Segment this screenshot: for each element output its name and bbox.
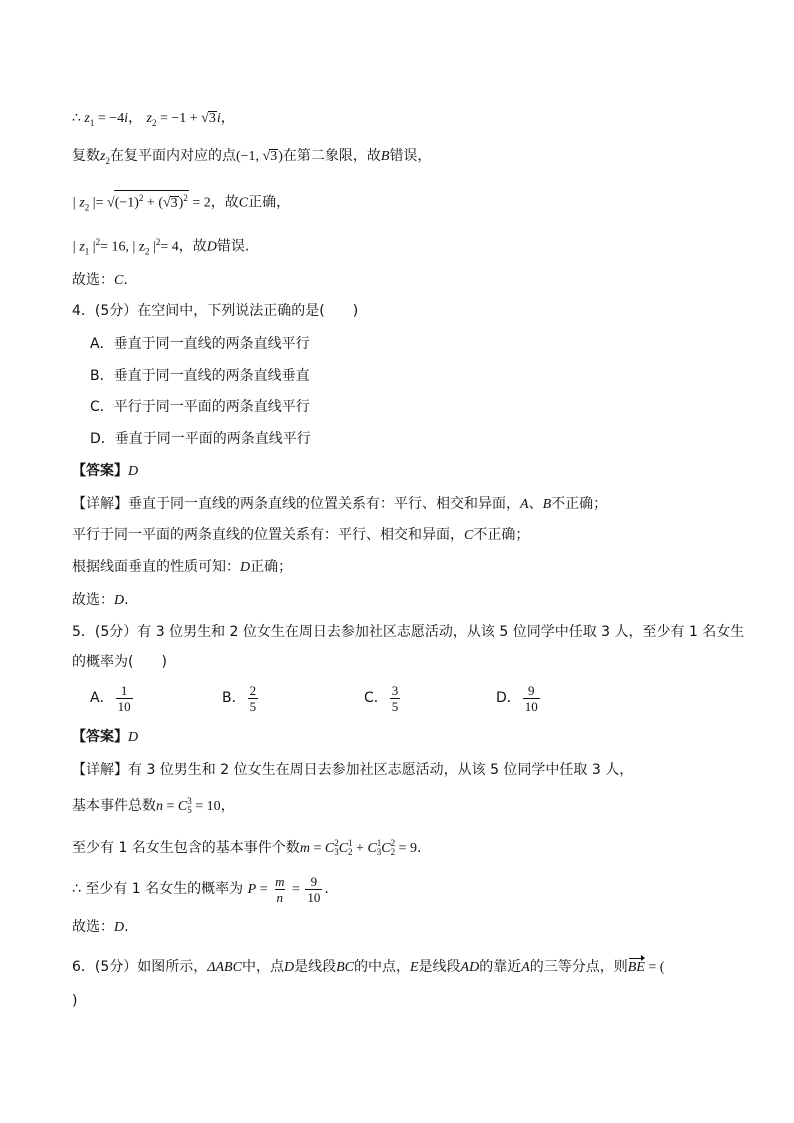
q4-option-d: D．垂直于同一平面的两条直线平行 xyxy=(90,431,311,447)
q4-detail-2: 平行于同一平面的两条直线的位置关系有：平行、相交和异面，C不正确； xyxy=(72,527,530,543)
q4-option-c: C．平行于同一平面的两条直线平行 xyxy=(90,399,310,415)
z2-quadrant-line: 复数$z_2$在复平面内对应的点(−1, √3)在第二象限，故B错误， xyxy=(72,148,432,166)
q5-detail-2: 基本事件总数n = C 3 5 = 10， xyxy=(72,796,235,815)
q4-detail-3: 根据线面垂直的性质可知：D正确； xyxy=(72,559,293,575)
q5-option-a: A． $\frac{1}{10}$ xyxy=(90,682,131,714)
q5-final-choice: 故选：D. xyxy=(72,919,129,935)
q5-detail-1: 【详解】有 3 位男生和 2 位女生在周日去参加社区志愿活动，从该 5 位同学中任取 3 人， xyxy=(72,762,634,778)
q4-final-choice: 故选：D. xyxy=(72,592,129,608)
q5-detail-3: 至少有 1 名女生包含的基本事件个数m = C 2 3 C 1 2 + C 1 3 C 2 2 = 9. xyxy=(72,838,422,857)
q5-option-b: B． $\frac{2}{5}$ xyxy=(222,682,257,714)
modulus-squares-line: | $z_1$ $|^2= 16$, | $z_2$ $|^2= 4$，故D错误. xyxy=(72,237,250,257)
q4-stem: 4．(5分）在空间中，下列说法正确的是( ) xyxy=(72,303,359,319)
q4-option-b: B．垂直于同一直线的两条直线垂直 xyxy=(90,368,310,384)
q6-stem: 6．(5分）如图所示，ΔABC中，点D是线段BC的中点，E是线段AD的靠近A的三等分点，则BE = ( xyxy=(72,957,664,978)
q6-stem-continuation: ) xyxy=(72,993,78,1009)
q4-answer: 【答案】D xyxy=(72,463,139,479)
modulus-z2-line: | $z_2$ |= $√(-1)^2 + (√3)^2 = 2$，故C正确， xyxy=(72,190,290,217)
q5-stem-1: 5．(5分）有 3 位男生和 2 位女生在周日去参加社区志愿活动，从该 5 位同学中任取 3 人，至少有 1 名女生 xyxy=(72,624,745,640)
q5-option-c: C． $\frac{3}{5}$ xyxy=(364,682,399,714)
q5-answer: 【答案】D xyxy=(72,729,139,745)
q4-option-a: A．垂直于同一直线的两条直线平行 xyxy=(90,336,310,352)
vector-be: BE xyxy=(628,958,645,978)
q5-detail-4: ∴ 至少有 1 名女生的概率为 P = $\frac{m}{n}$ = $\frac{9}{10}$ . xyxy=(72,873,329,905)
q5-stem-2: 的概率为( ) xyxy=(72,654,167,670)
q5-option-d: D． $\frac{9}{10}$ xyxy=(496,682,538,714)
q3-final-choice: 故选：C. xyxy=(72,272,128,288)
z-values-line: ∴ $z_1 = -4i$， $z_2 = -1 + √3i$， xyxy=(72,110,235,128)
q4-detail-1: 【详解】垂直于同一直线的两条直线的位置关系有：平行、相交和异面，A、B不正确； xyxy=(72,496,608,512)
